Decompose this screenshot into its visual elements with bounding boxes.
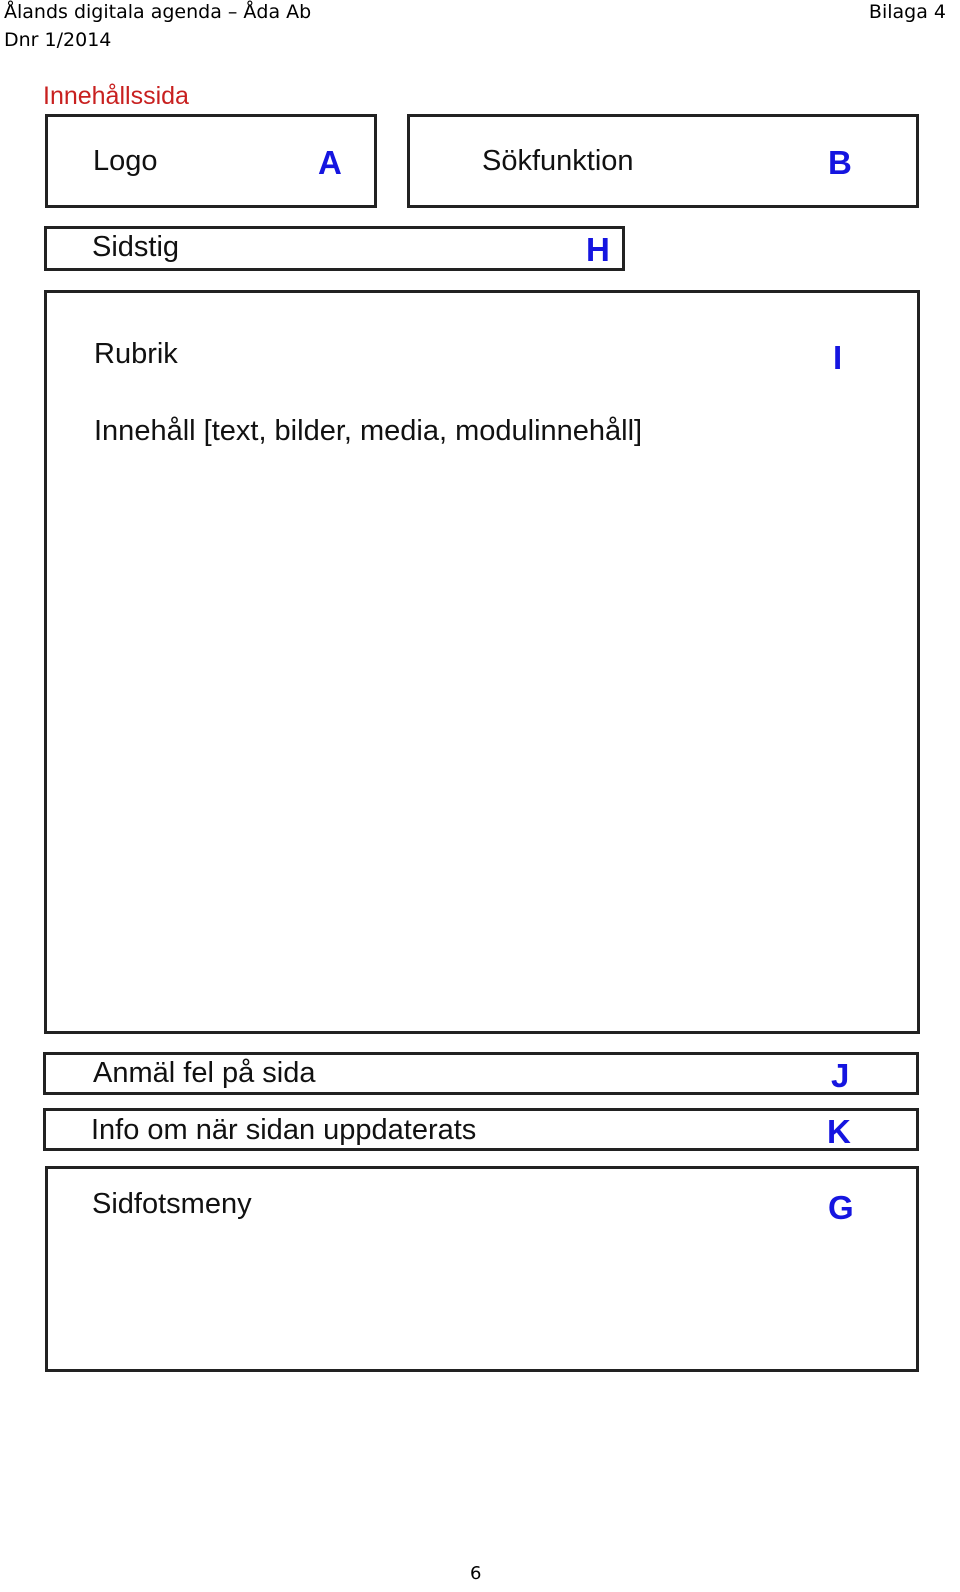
report-error-letter: J bbox=[831, 1057, 850, 1094]
updated-info-box bbox=[43, 1108, 919, 1151]
logo-box bbox=[45, 114, 377, 208]
updated-info-label: Info om när sidan uppdaterats bbox=[91, 1114, 477, 1146]
updated-info-letter: K bbox=[827, 1113, 851, 1150]
content-body: Innehåll [text, bilder, media, modulinnehåll] bbox=[94, 415, 643, 447]
document-reference-number: Dnr 1/2014 bbox=[4, 29, 112, 51]
footer-menu-letter: G bbox=[828, 1189, 854, 1226]
content-box bbox=[44, 290, 920, 1034]
breadcrumb-label: Sidstig bbox=[92, 231, 180, 263]
report-error-label: Anmäl fel på sida bbox=[93, 1057, 316, 1089]
search-box bbox=[407, 114, 919, 208]
search-label: Sökfunktion bbox=[482, 145, 634, 177]
breadcrumb-box bbox=[44, 226, 625, 271]
document-header-title: Ålands digitala agenda – Åda Ab bbox=[4, 1, 312, 23]
report-error-box bbox=[43, 1052, 919, 1095]
appendix-label: Bilaga 4 bbox=[868, 1, 946, 23]
content-heading: Rubrik bbox=[94, 338, 178, 370]
page-number: 6 bbox=[470, 1563, 482, 1584]
page-title: Innehållssida bbox=[43, 82, 189, 110]
search-letter: B bbox=[828, 144, 852, 181]
content-letter: I bbox=[833, 339, 843, 376]
logo-letter: A bbox=[318, 144, 342, 181]
logo-label: Logo bbox=[93, 145, 158, 177]
breadcrumb-letter: H bbox=[586, 231, 610, 268]
footer-menu-box bbox=[45, 1166, 919, 1372]
footer-menu-label: Sidfotsmeny bbox=[92, 1188, 252, 1220]
